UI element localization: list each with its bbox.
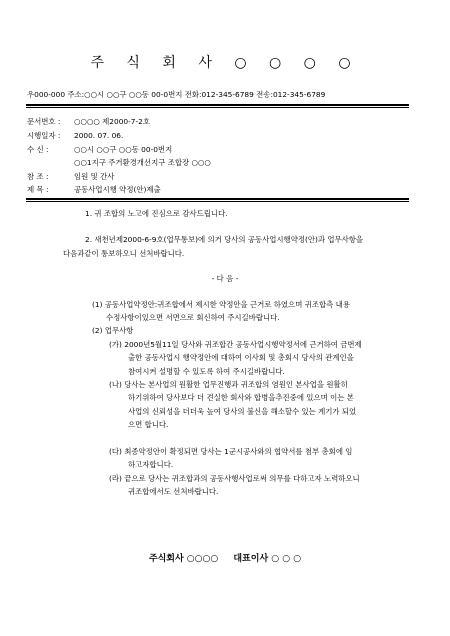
meta-key: 제 목 : <box>27 185 49 194</box>
meta-rule-thick <box>26 198 409 200</box>
meta-recipient <box>27 144 172 155</box>
item-na-line-1: (나) 당사는 본사업의 원활한 업무진행과 귀조합의 염원인 본사업을 원활히 <box>109 380 348 389</box>
item-na-line-2: 하기위하여 당사보다 더 견실한 회사와 합병을추진중에 있으며 이는 본 <box>128 393 354 402</box>
paragraph-2-line-2: 다음과같이 통보하오니 선처바랍니다. <box>63 249 185 258</box>
meta-recipient-2 <box>27 157 211 168</box>
meta-value: 공동사업시행 약정(안)제출 <box>74 185 161 194</box>
meta-key: 시행일자 : <box>27 131 61 140</box>
item-ga-line-3: 참여시켜 설명할 수 있도록 하여 주시길바랍니다. <box>128 367 285 376</box>
item-ra-line-1: (라) 끝으로 당사는 귀조합과의 공동사행사업로써 의무를 다하고자 노력하오니 <box>109 474 360 483</box>
company-title: 주 식 회 사 ○ ○ ○ ○ <box>90 55 360 71</box>
signature-company: 주식회사 ○○○○ <box>148 554 219 564</box>
item-da-line-1: (다) 최종약정안이 확정되면 당사는 1군시공사와의 협약서를 첨부 총회에 임 <box>109 447 353 456</box>
item-da-line-2: 하고자합니다. <box>128 460 174 469</box>
meta-doc-number <box>27 116 150 127</box>
meta-key: 문서번호 : <box>27 117 61 126</box>
item-1-line-1: (1) 공동사업약정안:귀조합에서 제시한 약정안을 근거로 하였으며 귀조합측 내용 <box>92 300 350 309</box>
meta-value: 임원 및 간사 <box>74 172 115 181</box>
item-1-line-2: 수정사항이있으면 서면으로 회신하여 주시길바랍니다. <box>106 313 280 322</box>
signature-line <box>0 551 450 564</box>
meta-subject <box>27 184 161 195</box>
item-ga-line-2: 출한 공동사업시 행약정안에 대하여 이사회 및 총회시 당사의 관계인을 <box>128 353 354 362</box>
meta-reference <box>27 171 114 182</box>
meta-key: 참 조 : <box>27 172 49 181</box>
paragraph-1: 1. 귀 조합의 노고에 진심으로 감사드립니다. <box>85 209 228 218</box>
da-eum-heading: - 다 음 - <box>211 274 239 283</box>
item-na-line-4: 으면 합니다. <box>128 420 169 429</box>
item-ga-line-1: (가) 2000년5월11일 당사와 귀조합간 공동사업시행약정서에 근거하여 금번제 <box>109 340 362 349</box>
meta-value: 2000. 07. 06. <box>74 131 124 140</box>
meta-value: ○○1지구 주거환경개선지구 조합장 ○○○ <box>74 158 211 167</box>
meta-date <box>27 130 123 141</box>
meta-value: ○○시 ○○구 ○○동 00-0번지 <box>74 145 173 154</box>
item-2: (2) 업무사항 <box>92 326 134 335</box>
signature-ceo: 대표이사 ○ ○ ○ <box>233 554 302 564</box>
header-rule-thick <box>26 104 409 106</box>
company-address: 우000-000 주소:○○시 ○○구 ○○동 00-0번지 전화:012-345-6789 전송:012-345-6789 <box>27 90 326 99</box>
meta-rule-thin <box>26 201 409 202</box>
item-ra-line-2: 귀조합에서도 선처바랍니다. <box>128 487 219 496</box>
item-na-line-3: 사업의 신뢰성을 더더욱 높여 당사의 불신을 해소할수 있는 계기가 되었 <box>128 407 357 416</box>
paragraph-2-line-1: 2. 새천년제2000-6-9호(업무통보)에 의거 당사의 공동사업시행약정(안)과 업무사항을 <box>85 235 364 244</box>
meta-value: ○○○○ 제2000-7-2호 <box>74 117 150 126</box>
header-rule-thin <box>26 107 409 108</box>
meta-key: 수 신 : <box>27 145 49 154</box>
